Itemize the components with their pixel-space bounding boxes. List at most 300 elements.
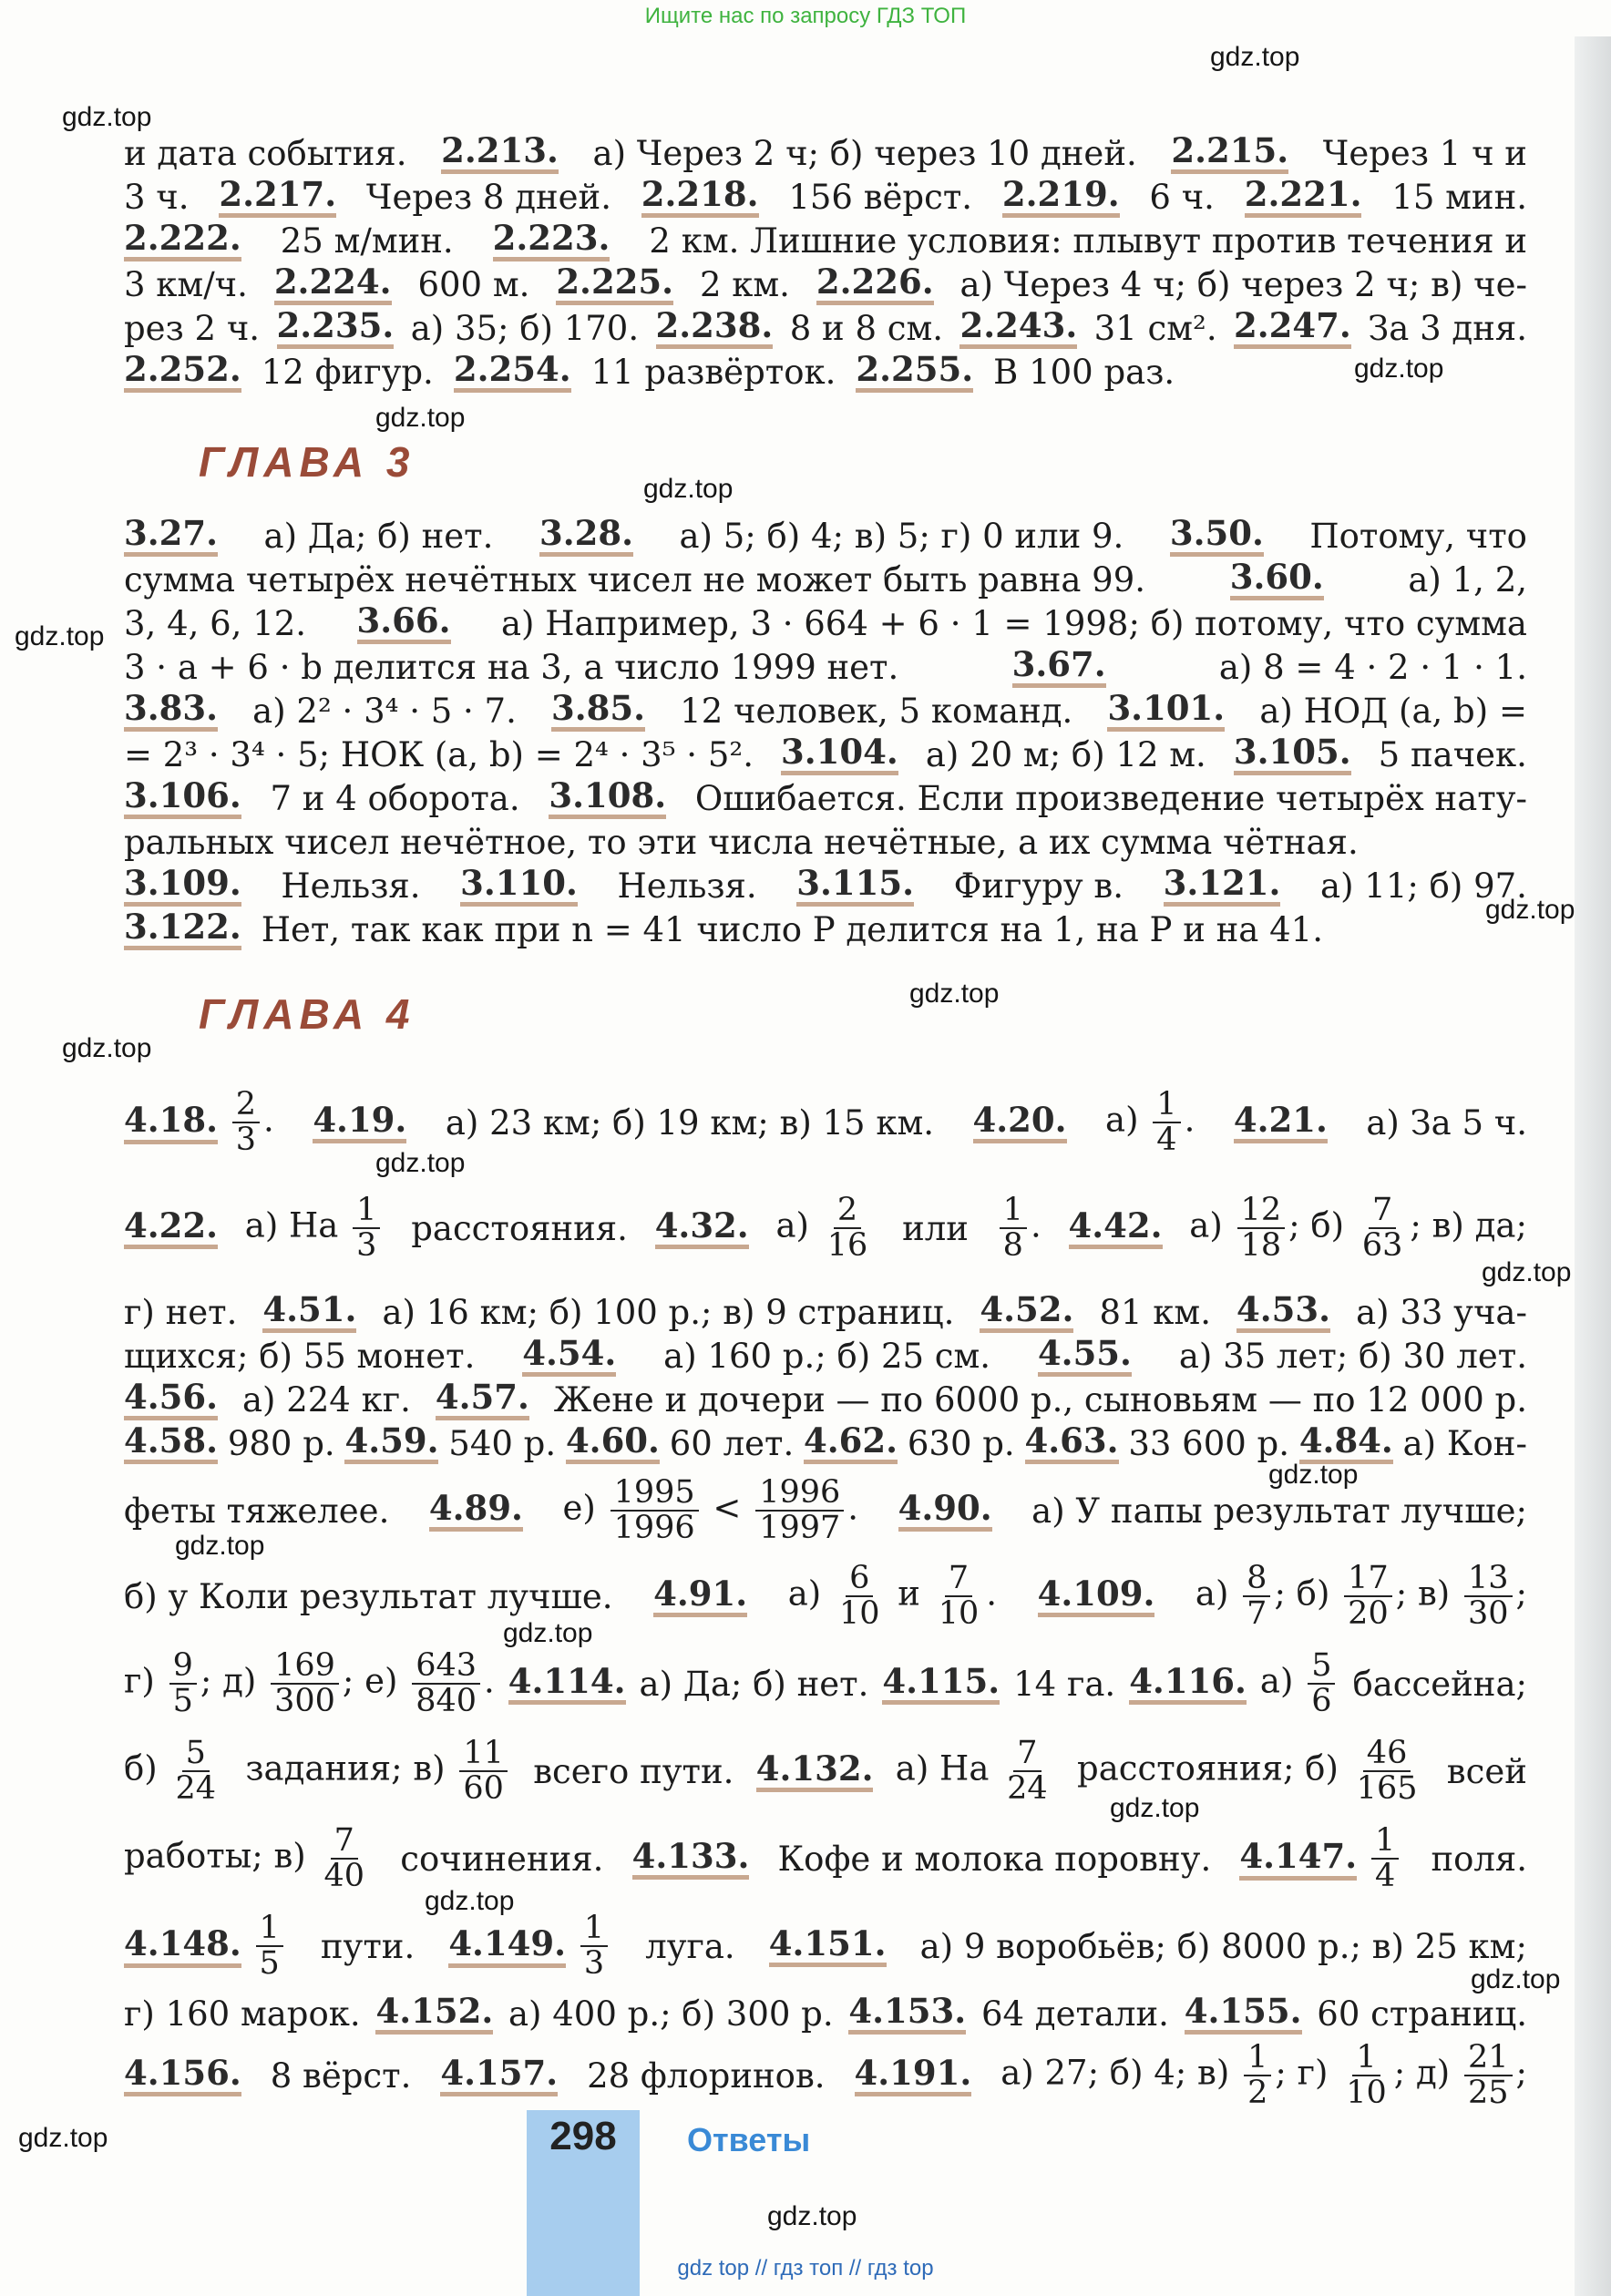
exercise-number: 3.109. [124, 865, 241, 907]
fraction [171, 1737, 220, 1806]
answer-line: 4.156. 8 вёрст. 4.157. 28 флоринов. 4.191. а) 27; б) 4; в) $\frac{1}{2}$ ; г) $\frac{1}{10}$ ; д) $\frac{21}{25}$ ; [124, 2039, 1527, 2111]
numerator: 7 [1369, 1194, 1396, 1229]
exercise-number: 4.84. [1299, 1422, 1393, 1464]
text: рез 2 ч. [124, 308, 261, 348]
answer-line [124, 1416, 1527, 1471]
denominator: 3 [356, 1227, 377, 1264]
text: ральных чисел нечётное, то эти числа нечётные, а их сумма чётная. [124, 822, 1359, 862]
exercise-number: 4.133. [632, 1838, 750, 1880]
text: луга. [645, 1926, 735, 1966]
numerator: 9 [169, 1649, 197, 1685]
text: За 3 дня. [1368, 308, 1527, 348]
fraction [353, 1194, 380, 1263]
watermark: gdz.top [909, 979, 1000, 1009]
fraction [1344, 1562, 1392, 1631]
exercise-number: 4.148. [124, 1923, 241, 1968]
text: = 2³ · 3⁴ · 5; НОК (a, b) = 2⁴ · 3⁵ · 5². [124, 734, 754, 774]
text: а) 2² · 3⁴ · 5 · 7. [252, 691, 517, 731]
text: а) 16 км; б) 100 р.; в) 9 страниц. [382, 1292, 955, 1332]
watermark: gdz.top [1354, 354, 1444, 384]
numerator: 1 [1153, 1088, 1180, 1123]
exercise-number: 4.153. [848, 1993, 966, 2035]
exercise-number: 4.149. [448, 1923, 566, 1968]
text: а) 400 р.; б) 300 р. [508, 1994, 834, 2034]
text: а) 8 = 4 · 2 · 1 · 1. [1218, 647, 1527, 687]
exercise-number: 3.27. [124, 515, 218, 557]
exercise-number: 4.55. [1038, 1335, 1132, 1377]
fraction [1153, 1088, 1180, 1157]
text: Через 1 ч и [1322, 133, 1527, 173]
text: а) На [244, 1205, 339, 1245]
exercise-number: 2.226. [816, 263, 934, 305]
fraction [1237, 1194, 1286, 1263]
text: а) [1105, 1100, 1139, 1140]
exercise-number: 4.18. [124, 1100, 218, 1144]
numerator: 1 [1244, 2041, 1271, 2076]
watermark: gdz.top [1110, 1793, 1200, 1823]
text: Нет, так как при n = 41 число P делится на 1, на P и на 41. [261, 909, 1323, 949]
exercise-number: 2.215. [1171, 132, 1288, 174]
exercise-number: 4.54. [522, 1335, 616, 1377]
text: а) 160 р.; б) 25 см. [663, 1336, 991, 1376]
text: а) НОД (a, b) = [1259, 691, 1527, 731]
text: ; г) [1275, 2053, 1329, 2093]
exercise-number: 3.104. [781, 733, 898, 775]
text: г) нет. [124, 1292, 238, 1332]
chapter-3-heading: ГЛАВА 3 [199, 438, 416, 486]
text: а) Через 2 ч; б) через 10 дней. [592, 133, 1137, 173]
numerator: 1 [1000, 1194, 1027, 1229]
text: 31 см². [1093, 308, 1217, 348]
watermark: gdz.top [503, 1618, 593, 1648]
exercise-number: 2.252. [124, 351, 241, 393]
footer-banner[interactable]: gdz top // гдз топ // гдз top [677, 2256, 934, 2281]
denominator: 25 [1467, 2075, 1509, 2111]
text: а) За 5 ч. [1366, 1102, 1527, 1143]
text: и [898, 1573, 920, 1614]
text: задания; в) [245, 1748, 446, 1789]
text: 3, 4, 6, 12. [124, 603, 307, 643]
exercise-number: 4.156. [124, 2055, 241, 2096]
text: сумма четырёх нечётных чисел не может быть равна 99. [124, 559, 1146, 600]
text: г) 160 марок. [124, 1994, 361, 2034]
exercise-number: 2.213. [441, 132, 559, 174]
text: 28 флоринов. [587, 2055, 826, 2096]
text: б) у Коли результат лучше. [124, 1576, 613, 1616]
text: ; е) [342, 1661, 398, 1701]
denominator: 40 [323, 1858, 365, 1894]
text: 64 детали. [980, 1994, 1169, 2034]
exercise-number: 2.224. [274, 263, 392, 305]
answer-line: 4.22. а) На $\frac{1}{3}$ расстояния. 4.32. а) $\frac{2}{16}$ или $\frac{1}{8}$ . 4.42. а) $\frac{12}{18}$ ; б) $\frac{7}{63}$ ; в) да; [124, 1192, 1527, 1264]
denominator: 16 [826, 1227, 868, 1264]
exercise-number: 4.155. [1185, 1993, 1302, 2035]
exercise-number: 2.243. [959, 307, 1077, 349]
numerator: 46 [1363, 1737, 1411, 1772]
numerator: 1 [1371, 1824, 1399, 1860]
exercise-number: 4.60. [566, 1422, 660, 1464]
text: а) 5; б) 4; в) 5; г) 0 или 9. [679, 516, 1124, 556]
numerator: 1 [256, 1912, 283, 1947]
chapter-4-heading: ГЛАВА 4 [199, 990, 416, 1038]
exercise-number: 4.59. [344, 1422, 438, 1464]
numerator: 5 [182, 1737, 210, 1772]
text: или [902, 1208, 969, 1248]
text: г) [124, 1661, 155, 1701]
exercise-number: 4.57. [436, 1379, 529, 1420]
exercise-number: 4.191. [855, 2055, 972, 2096]
watermark: gdz.top [1268, 1460, 1359, 1490]
numerator: 7 [331, 1824, 358, 1860]
fraction [836, 1562, 884, 1631]
text: а) [775, 1205, 809, 1245]
fraction [1371, 1824, 1399, 1893]
exercise-number: 4.91. [653, 1575, 747, 1617]
fraction [320, 1824, 368, 1893]
exercise-number: 3.50. [1170, 515, 1264, 557]
exercise-number: 2.218. [641, 176, 759, 218]
fraction [459, 1737, 508, 1806]
denominator: 3 [583, 1945, 605, 1982]
answer-line: 4.18. $\frac{2}{3}$ . 4.19. а) 23 км; б) 19 км; в) 15 км. 4.20. а) $\frac{1}{4}$ . 4.21. а) За 5 ч. [124, 1086, 1527, 1158]
text: 600 м. [417, 264, 530, 304]
text: 630 р. [907, 1423, 1015, 1463]
fraction [256, 1912, 283, 1981]
fraction [824, 1194, 872, 1263]
exercise-number: 3.110. [460, 865, 578, 907]
answer-line [124, 1986, 1527, 2041]
exercise-number: 4.157. [440, 2055, 558, 2096]
exercise-number: 2.247. [1234, 307, 1351, 349]
watermark: gdz.top [425, 1886, 515, 1916]
exercise-number: 2.255. [856, 351, 973, 393]
text: ; в) [1395, 1573, 1451, 1614]
denominator: 7 [1247, 1595, 1267, 1632]
numerator: 5 [1308, 1649, 1335, 1685]
text: 5 пачек. [1378, 734, 1527, 774]
watermark: gdz.top [375, 403, 466, 433]
text: Жене и дочери — по 6000 р., сыновьям — по 12 000 р. [553, 1379, 1527, 1420]
text: ; б) [1288, 1205, 1345, 1245]
fraction [1244, 2041, 1271, 2110]
fraction [271, 1649, 339, 1718]
text: сочинения. [400, 1839, 604, 1879]
text: Ошибается. Если произведение четырёх нату- [694, 778, 1527, 818]
text: а) Через 4 ч; б) через 2 ч; в) че- [959, 264, 1527, 304]
exercise-number: 4.53. [1236, 1291, 1330, 1333]
fraction [1308, 1649, 1335, 1718]
page-number: 298 [549, 2114, 617, 2158]
denominator: 8 [1002, 1227, 1023, 1264]
text: а) 224 кг. [241, 1379, 411, 1420]
text: а) У папы результат лучше; [1031, 1491, 1527, 1531]
fraction [580, 1912, 608, 1981]
fraction [1464, 1562, 1513, 1631]
text: ; д) [200, 1661, 257, 1701]
text: а) 11; б) 97. [1320, 866, 1527, 906]
exercise-number: 3.121. [1164, 865, 1281, 907]
answer-line: феты тяжелее. 4.89. е) $\frac{1995}{1996}$ < $\frac{1996}{1997}$ . 4.90. а) У папы результат лучше; [124, 1474, 1527, 1546]
exercise-number: 4.62. [804, 1422, 898, 1464]
exercise-number: 4.147. [1239, 1836, 1357, 1881]
exercise-number: 3.115. [796, 865, 914, 907]
exercise-number: 3.101. [1107, 690, 1225, 732]
header-banner[interactable]: Ищите нас по запросу ГДЗ ТОП [644, 4, 967, 28]
text: б) [124, 1748, 158, 1789]
exercise-number: 2.235. [277, 307, 395, 349]
text: всего пути. [533, 1751, 734, 1791]
numerator: 1 [580, 1912, 608, 1947]
text: Фигуру в. [953, 866, 1124, 906]
fraction [755, 1476, 844, 1545]
watermark: gdz.top [1210, 42, 1300, 72]
fraction [1000, 1194, 1027, 1263]
denominator: 3 [235, 1122, 257, 1158]
exercise-number: 4.115. [882, 1663, 1000, 1705]
numerator: 1995 [611, 1476, 699, 1512]
exercise-number: 2.219. [1002, 176, 1120, 218]
text: а) Да; б) нет. [639, 1664, 869, 1704]
watermark: gdz.top [1485, 895, 1575, 925]
exercise-number: 3.122. [124, 908, 241, 950]
fraction [169, 1649, 197, 1718]
fraction [1003, 1737, 1052, 1806]
fraction [232, 1088, 260, 1157]
watermark: gdz.top [62, 102, 152, 132]
text: расстояния; б) [1077, 1748, 1339, 1789]
fraction [412, 1649, 480, 1718]
text: 156 вёрст. [788, 177, 973, 217]
text: а) Кон- [1402, 1423, 1527, 1463]
watermark: gdz.top [15, 621, 105, 651]
exercise-number: 4.90. [898, 1490, 992, 1532]
exercise-number: 3.66. [357, 602, 451, 644]
exercise-number: 3.106. [124, 777, 241, 819]
text: ; в) да; [1410, 1205, 1527, 1245]
text: а) Да; б) нет. [263, 516, 494, 556]
text: а) 23 км; б) 19 км; в) 15 км. [445, 1102, 935, 1143]
exercise-number: 4.19. [313, 1102, 406, 1143]
exercise-number: 4.63. [1025, 1422, 1119, 1464]
answer-line [124, 344, 1527, 399]
text: и дата события. [124, 133, 407, 173]
exercise-number: 4.56. [124, 1379, 218, 1420]
text: ; б) [1274, 1573, 1330, 1614]
exercise-number: 4.116. [1129, 1663, 1247, 1705]
text: а) 27; б) 4; в) [1000, 2053, 1230, 2093]
text: а) 35; б) 170. [410, 308, 640, 348]
numerator: 2 [834, 1194, 861, 1229]
text: е) [562, 1488, 596, 1528]
answer-line [124, 902, 1527, 957]
text: а) [1259, 1661, 1294, 1701]
text: Потому, что [1309, 516, 1527, 556]
numerator: 169 [271, 1649, 339, 1685]
denominator: 10 [1346, 2075, 1387, 2111]
text: а) На [895, 1748, 990, 1789]
exercise-number: 3.108. [549, 777, 666, 819]
watermark: gdz.top [643, 474, 734, 504]
text: 11 развёрток. [590, 352, 836, 392]
text: 2 км. Лишние условия: плывут против течения и [649, 220, 1527, 261]
watermark: gdz.top [18, 2123, 108, 2153]
exercise-number: 4.151. [769, 1925, 887, 1967]
text: всей [1446, 1751, 1527, 1791]
numerator: 11 [459, 1737, 508, 1772]
answer-line: б) у Коли результат лучше. 4.91. а) $\frac{6}{10}$ и $\frac{7}{10}$ . 4.109. а) $\frac{8}{7}$ ; б) $\frac{17}{20}$ ; в) $\frac{13}{30}$ ; [124, 1560, 1527, 1632]
numerator: 8 [1243, 1562, 1270, 1597]
fraction [935, 1562, 983, 1631]
numerator: 7 [945, 1562, 972, 1597]
denominator: 24 [175, 1770, 217, 1807]
watermark: gdz.top [1471, 1964, 1561, 1994]
exercise-number: 3.105. [1234, 733, 1351, 775]
exercise-number: 4.21. [1234, 1102, 1328, 1143]
text: а) [787, 1573, 822, 1614]
fraction [1353, 1737, 1421, 1806]
answer-line: г) $\frac{9}{5}$ ; д) $\frac{169}{300}$ ; е) $\frac{643}{840}$ . 4.114. а) Да; б) нет. 4.115. 14 га. 4.116. а) $\frac{5}{6}$ бассейна; [124, 1647, 1527, 1719]
text: 3 ч. [124, 177, 190, 217]
text: а) 35 лет; б) 30 лет. [1178, 1336, 1527, 1376]
text: Через 8 дней. [365, 177, 611, 217]
exercise-number: 4.132. [756, 1750, 874, 1792]
exercise-number: 3.83. [124, 690, 218, 732]
text: < [713, 1488, 742, 1528]
exercise-number: 4.22. [124, 1207, 218, 1249]
text: а) 1, 2, [1408, 559, 1527, 600]
exercise-number: 3.60. [1230, 559, 1324, 600]
denominator: 4 [1374, 1858, 1396, 1894]
denominator: 5 [172, 1683, 193, 1719]
denominator: 60 [463, 1770, 504, 1807]
exercise-number: 2.221. [1245, 176, 1362, 218]
text: бассейна; [1352, 1664, 1527, 1704]
fraction [1359, 1194, 1407, 1263]
denominator: 4 [1156, 1122, 1177, 1158]
numerator: 643 [412, 1649, 480, 1685]
fraction [1342, 2041, 1390, 2110]
text: 60 страниц. [1317, 1994, 1527, 2034]
answer-line [124, 1820, 1527, 1897]
exercise-number: 4.89. [429, 1490, 523, 1532]
text: 7 и 4 оборота. [270, 778, 520, 818]
text: Кофе и молока поровну. [777, 1839, 1212, 1879]
exercise-number: 4.114. [508, 1663, 626, 1705]
denominator: 1997 [759, 1510, 841, 1546]
exercise-number: 4.152. [375, 1993, 493, 2035]
text: 6 ч. [1149, 177, 1215, 217]
denominator: 18 [1240, 1227, 1282, 1264]
text: В 100 раз. [993, 352, 1175, 392]
denominator: 165 [1356, 1770, 1418, 1807]
watermark: gdz.top [175, 1531, 265, 1561]
text: а) 20 м; б) 12 м. [925, 734, 1206, 774]
denominator: 300 [274, 1683, 335, 1719]
exercise-number: 3.28. [539, 515, 633, 557]
exercise-number: 2.222. [124, 220, 241, 261]
numerator: 7 [1013, 1737, 1041, 1772]
exercise-number: 2.238. [656, 307, 774, 349]
denominator: 6 [1311, 1683, 1332, 1719]
text: 33 600 р. [1128, 1423, 1289, 1463]
text: поля. [1431, 1839, 1527, 1879]
text: а) [1189, 1205, 1223, 1245]
text: 3 · a + 6 · b делится на 3, а число 1999 нет. [124, 647, 899, 687]
text: 81 км. [1099, 1292, 1211, 1332]
denominator: 840 [416, 1683, 477, 1719]
denominator: 63 [1361, 1227, 1403, 1264]
watermark: gdz.top [375, 1148, 466, 1178]
text: ; д) [1393, 2053, 1451, 2093]
numerator: 6 [846, 1562, 873, 1597]
exercise-number: 3.85. [551, 690, 645, 732]
text: 8 и 8 см. [789, 308, 944, 348]
numerator: 21 [1464, 2041, 1513, 2076]
numerator: 2 [232, 1088, 260, 1123]
denominator: 20 [1348, 1595, 1389, 1632]
fraction [611, 1476, 699, 1545]
denominator: 10 [838, 1595, 880, 1632]
denominator: 10 [938, 1595, 980, 1632]
text: а) Например, 3 · 664 + 6 · 1 = 1998; б) потому, что сумма [500, 603, 1527, 643]
text: а) 33 уча- [1356, 1292, 1527, 1332]
section-title: Ответы [687, 2121, 811, 2158]
fraction [1243, 1562, 1270, 1631]
denominator: 1996 [613, 1510, 695, 1546]
exercise-number: 4.51. [262, 1291, 356, 1333]
exercise-number: 2.254. [454, 351, 571, 393]
text: Нельзя. [281, 866, 421, 906]
text: 60 лет. [669, 1423, 795, 1463]
text: 14 га. [1013, 1664, 1116, 1704]
text: 12 фигур. [261, 352, 434, 392]
exercise-number: 4.32. [655, 1207, 749, 1249]
exercise-number: 2.225. [556, 263, 673, 305]
text: 3 км/ч. [124, 264, 248, 304]
exercise-number: 3.67. [1012, 646, 1106, 688]
answer-line [124, 1733, 1527, 1809]
numerator: 13 [1464, 1562, 1513, 1597]
text: 980 р. [227, 1423, 335, 1463]
denominator: 24 [1007, 1770, 1048, 1807]
text: 8 вёрст. [270, 2055, 412, 2096]
exercise-number: 4.42. [1069, 1207, 1163, 1249]
text: Нельзя. [617, 866, 757, 906]
denominator: 5 [259, 1945, 280, 1982]
exercise-number: 4.58. [124, 1422, 218, 1464]
text: щихся; б) 55 монет. [124, 1336, 476, 1376]
exercise-number: 4.20. [973, 1102, 1067, 1143]
text: а) 9 воробьёв; б) 8000 р.; в) 25 км; [919, 1926, 1527, 1966]
text: а) [1195, 1573, 1229, 1614]
exercise-number: 2.217. [219, 176, 336, 218]
numerator: 1996 [755, 1476, 844, 1512]
watermark: gdz.top [767, 2201, 857, 2231]
text: 15 мин. [1391, 177, 1527, 217]
numerator: 17 [1344, 1562, 1392, 1597]
denominator: 2 [1247, 2075, 1268, 2111]
exercise-number: 4.109. [1038, 1575, 1155, 1617]
text: расстояния. [411, 1208, 628, 1248]
fraction [1464, 2041, 1513, 2110]
exercise-number: 2.223. [493, 220, 611, 261]
numerator: 1 [353, 1194, 380, 1229]
exercise-number: 4.52. [980, 1291, 1073, 1333]
text: 540 р. [448, 1423, 557, 1463]
denominator: 30 [1467, 1595, 1509, 1632]
watermark: gdz.top [62, 1033, 152, 1063]
numerator: 12 [1237, 1194, 1286, 1229]
